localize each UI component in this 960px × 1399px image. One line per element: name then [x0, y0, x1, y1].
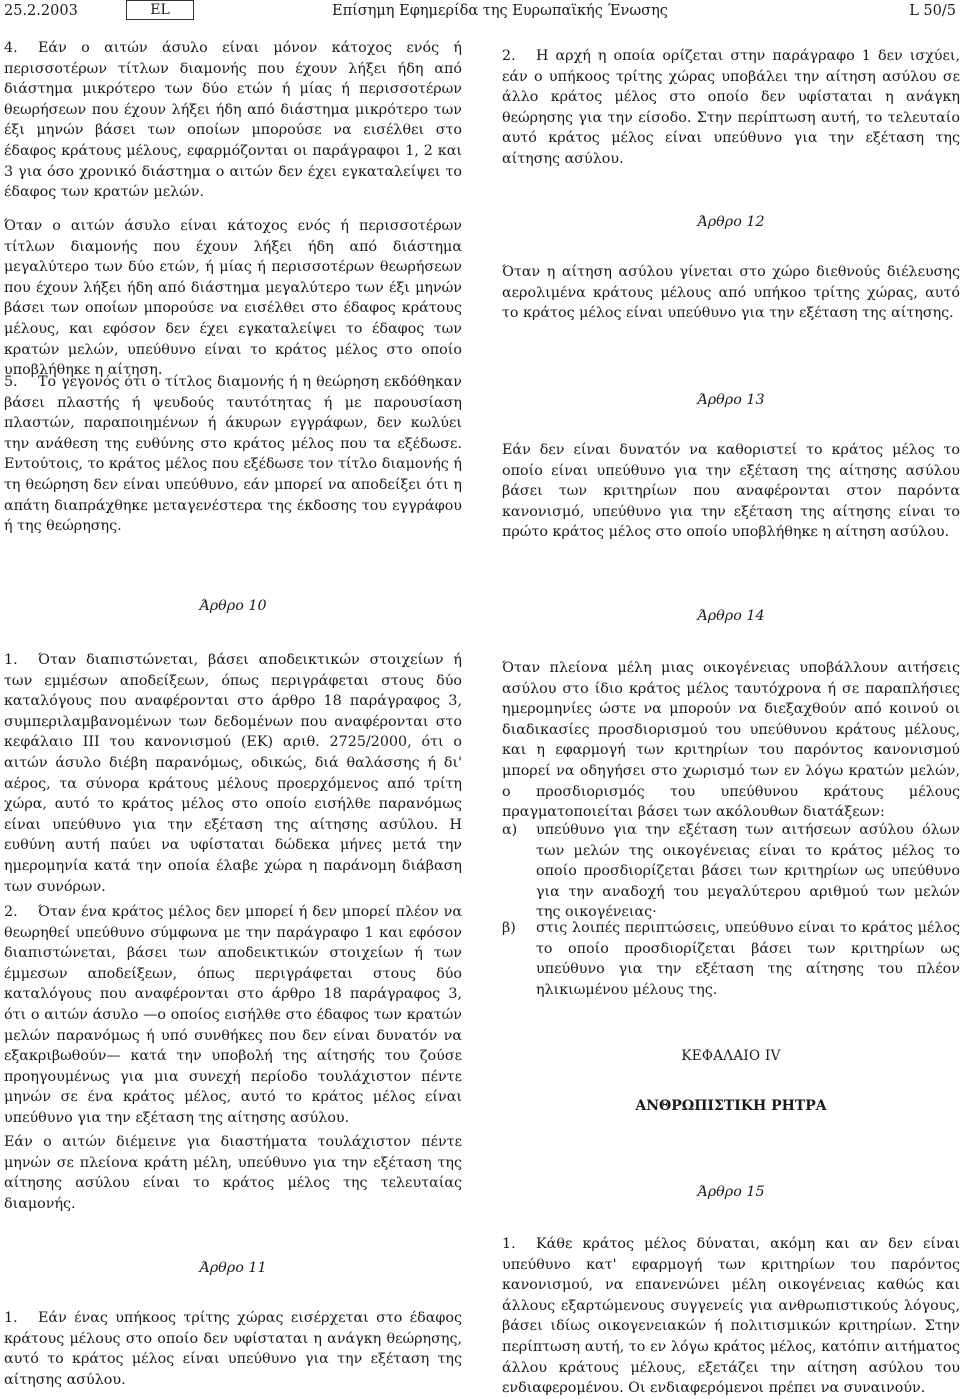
publication-date: 25.2.2003 [4, 3, 78, 19]
article-15-paragraph-1 [502, 1234, 960, 1399]
chapter-label: ΚΕΦΑΛΑΙΟ IV [681, 1048, 781, 1064]
paragraph-text: Εάν ένας υπήκοος τρίτης χώρας εισέρχεται στο έδαφος κράτους μέλους στο οποίο δεν υφίσταται η ανάγκη θεώρησης, αυτό το κράτος μέλος είναι υπεύθυνο για την εξέταση της αίτησης ασύλου. [4, 1310, 462, 1388]
paragraph-text: Όταν διαπιστώνεται, βάσει αποδεικτικών στοιχείων ή των εμμέσων αποδείξεων, όπως περιγράφεται στους δύο καταλόγους που αναφέρονται στο άρθρο 18 παράγραφος 3, συμπεριλαμβανομένων των δεδομένων που αναφέρονται στο κεφάλαιο III του κανονισμού (ΕΚ) αριθ. 2725/2000, ότι ο αιτών άσυλο διέβη παρανόμως, οδικώς, διά θαλάσσης ή δι' αέρος, τα σύνορα κράτους μέλους προερχόμενος από τρίτη χώρα, αυτό το κράτος μέλος στο οποίο εισήλθε παρανόμως είναι υπεύθυνο για την εξέταση της αίτησης ασύλου. Η ευθύνη αυτή παύει να υφίσταται δώδεκα μήνες μετά την ημερομηνία κατά την οποία έλαβε χώρα η παράνομη διάβαση των συνόρων. [4, 652, 462, 895]
article-14-heading: Άρθρο 14 [697, 608, 765, 624]
journal-title: Επίσημη Εφημερίδα της Ευρωπαϊκής Ένωσης [332, 3, 668, 19]
chapter-title: ΑΝΘΡΩΠΙΣΤΙΚΗ ΡΗΤΡΑ [635, 1098, 827, 1114]
language-code-box: EL [126, 0, 194, 20]
article-11-heading: Άρθρο 11 [199, 1260, 267, 1276]
article-10-paragraph-1 [4, 650, 462, 897]
article-13-text: Εάν δεν είναι δυνατόν να καθοριστεί το κράτος μέλος το οποίο είναι υπεύθυνο για την εξέταση της αίτησης ασύλου βάσει των κριτηρίων που αναφέρονται στον παρόντα κανονισμό, υπεύθυνο για την εξέταση της αίτησης είναι το πρώτο κράτος μέλος στο οποίο υποβλήθηκε η αίτηση ασύλου. [502, 442, 960, 541]
article-14-text: Όταν πλείονα μέλη μιας οικογένειας υποβάλλουν αιτήσεις ασύλου στο ίδιο κράτος μέλος ταυτόχρονα ή σε παραπλήσιες ημερομηνίες ώστε να μπορούν να διεξαχθούν από κοινού οι διαδικασίες προσδιορισμού του υπεύθυνου κράτους μέλους, και η εφαρμογή των κριτηρίων του παρόντος κανονισμού μπορεί να οδηγήσει στο χωρισμό των εν λόγω κρατών μελών, ο προσδιορισμός του υπεύθυνου κράτους μέλους πραγματοποιείται βάσει των ακόλουθων διατάξεων: [502, 660, 960, 821]
item-text: υπεύθυνο για την εξέταση των αιτήσεων ασύλου όλων των μελών της οικογένειας είναι το κράτος μέλος το οποίο προσδιορίζεται βάσει των κριτηρίων ως υπεύθυνο για την αναδοχή του μεγαλύτερου αριθμού των μελών της οικογένειας· [536, 822, 960, 921]
article-15-heading: Άρθρο 15 [697, 1184, 765, 1200]
item-text: στις λοιπές περιπτώσεις, υπεύθυνο είναι το κράτος μέλος το οποίο προσδιορίζεται βάσει των κριτηρίων ως υπεύθυνο για την εξέταση της αίτησης του πλέον ηλικιωμένου μέλους της. [536, 920, 960, 998]
paragraph-number: 1. [4, 652, 18, 668]
article-10-paragraph-2-continued: Εάν ο αιτών διέμεινε για διαστήματα τουλάχιστον πέντε μηνών σε πλείονα κράτη μέλη, υπεύθυνο για την εξέταση της αίτησης ασύλου είναι το κράτος μέλος της τελευταίας διαμονής. [4, 1134, 462, 1212]
article-14-item-a [502, 820, 960, 923]
article-10-paragraph-2 [4, 902, 462, 1129]
paragraph-number: 1. [502, 1236, 516, 1252]
paragraph-number: 4. [4, 40, 18, 56]
paragraph-text: Το γεγονός ότι ο τίτλος διαμονής ή η θεώρηση εκδόθηκαν βάσει πλαστής ή ψευδούς ταυτότητας ή με παρουσίαση πλαστών, παραποιημένων ή άκυρων εγγράφων, δεν κωλύει την ανάθεση της ευθύνης στο κράτος μέλος που τα εξέδωσε. Εντούτοις, το κράτος μέλος που εξέδωσε τον τίτλο διαμονής ή τη θεώρηση δεν είναι υπεύθυνο, εάν μπορεί να αποδείξει ότι η απάτη διαπράχθηκε μεταγενέστερα της έκδοσης του εγγράφου ή της θεώρησης. [4, 374, 462, 535]
article-12-text: Όταν η αίτηση ασύλου γίνεται στο χώρο διεθνούς διέλευσης αερολιμένα κράτους μέλους από υπήκοο τρίτης χώρας, αυτό το κράτος μέλος είναι υπεύθυνο για την εξέταση της αίτησης. [502, 264, 960, 322]
article-13-heading: Άρθρο 13 [697, 392, 765, 408]
article-10-heading: Άρθρο 10 [199, 598, 267, 614]
paragraph-4-continued: Όταν ο αιτών άσυλο είναι κάτοχος ενός ή περισσοτέρων τίτλων διαμονής που έχουν λήξει ήδη από διάστημα μεγαλύτερο των δύο ετών, ή μίας ή περισσοτέρων θεωρήσεων που έχουν λήξει ήδη από διάστημα μεγαλύτερο των έξι μηνών βάσει των οποίων μπορούσε να εισέλθει στο έδαφος κράτους μέλους, και εφόσον δεν έχει εγκαταλείψει το έδαφος των κρατών μελών, υπεύθυνο είναι το κράτος μέλος στο οποίο υποβλήθηκε η αίτηση. [4, 218, 462, 379]
page-header [0, 0, 960, 22]
paragraph-number: 1. [4, 1310, 18, 1326]
paragraph-4 [4, 38, 462, 203]
item-label: α) [502, 822, 518, 838]
paragraph-text: Όταν ένα κράτος μέλος δεν μπορεί ή δεν μπορεί πλέον να θεωρηθεί υπεύθυνο σύμφωνα με την παράγραφο 1 και εφόσον διαπιστώνεται, βάσει των αποδεικτικών στοιχείων ή των έμμεσων αποδείξεων, όπως περιγράφεται στους δύο καταλόγους που αναφέρονται στο άρθρο 18 παράγραφος 3, ότι ο αιτών άσυλο —ο οποίος εισήλθε στο έδαφος των κρατών μελών παρανόμως ή υπό συνθήκες που δεν είναι δυνατόν να εξακριβωθούν— κατά την υποβολή της αίτησής του ζούσε προηγουμένως για μια συνεχή περίοδο τουλάχιστον πέντε μηνών σε ένα κράτος μέλος, αυτό το κράτος μέλος είναι υπεύθυνο για την εξέταση της αίτησης ασύλου. [4, 904, 462, 1126]
paragraph-number: 2. [502, 48, 516, 64]
paragraph-5 [4, 372, 462, 537]
paragraph-number: 5. [4, 374, 18, 390]
page-number: L 50/5 [909, 3, 956, 19]
paragraph-text: Εάν ο αιτών άσυλο είναι μόνον κάτοχος ενός ή περισσοτέρων τίτλων διαμονής που έχουν λήξει ήδη από διάστημα μικρότερο των δύο ετών ή μίας ή περισσοτέρων θεωρήσεων που έχουν λήξει ήδη από διάστημα μικρότερο των έξι μηνών βάσει των οποίων μπορούσε να εισέλθει στο έδαφος κράτους μέλους, εφαρμόζονται οι παράγραφοι 1, 2 και 3 για όσο χρονικό διάστημα ο αιτών δεν έχει εγκαταλείψει το έδαφος των κρατών μελών. [4, 40, 462, 201]
item-label: β) [502, 920, 516, 936]
paragraph-text: Κάθε κράτος μέλος δύναται, ακόμη και αν δεν είναι υπεύθυνο κατ' εφαρμογή των κριτηρίων του παρόντος κανονισμού, να επανενώνει μέλη οικογένειας καθώς και άλλους εξαρτώμενους συγγενείς για ανθρωπιστικούς λόγους, βάσει ιδίως οικογενειακών ή πολιτισμικών κριτηρίων. Στην περίπτωση αυτή, το εν λόγω κράτος μέλος, κατόπιν αιτήματος άλλου κράτους μέλους, εξετάζει την αίτηση ασύλου του ενδιαφερομένου. Οι ενδιαφερόμενοι πρέπει να συναινούν. [502, 1236, 960, 1397]
article-14-item-b [502, 918, 960, 1000]
article-11-paragraph-2 [502, 46, 960, 170]
paragraph-number: 2. [4, 904, 18, 920]
paragraph-text: Η αρχή η οποία ορίζεται στην παράγραφο 1 δεν ισχύει, εάν ο υπήκοος τρίτης χώρας υποβάλει την αίτηση ασύλου σε άλλο κράτος μέλος στο οποίο δεν υφίσταται η ανάγκη θεώρησης για την είσοδο. Στην περίπτωση αυτή, το τελευταίο αυτό κράτος μέλος είναι υπεύθυνο για την εξέταση της αίτησης ασύλου. [502, 48, 960, 167]
article-12-heading: Άρθρο 12 [697, 214, 765, 230]
article-11-paragraph-1 [4, 1308, 462, 1390]
